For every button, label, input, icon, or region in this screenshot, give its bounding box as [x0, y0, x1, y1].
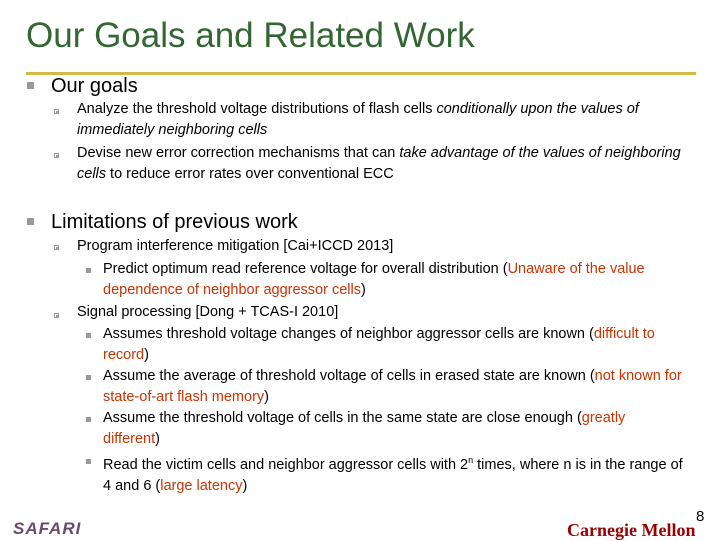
text-run: Assume the average of threshold voltage of cells in erased state are known ( [103, 368, 595, 384]
subitem-bullet [86, 417, 91, 422]
highlight-text: not known for state-of-art flash memory [103, 368, 682, 405]
text-run: ) [144, 347, 149, 363]
text-run: ) [360, 282, 366, 298]
item-bullet [54, 245, 59, 250]
text-run: ) [242, 477, 248, 494]
limitation-subitem [103, 324, 683, 366]
text-run: Assume the threshold voltage of cells in the same state are close enough ( [103, 410, 582, 426]
superscript: n [468, 455, 474, 465]
cmu-logo: Carnegie Mellon [567, 520, 696, 540]
text-run: Program interference mitigation [Cai+ICCD 2013] [77, 238, 394, 254]
item-bullet [54, 153, 59, 158]
section-bullet [27, 218, 34, 225]
limitation-subitem [103, 259, 683, 301]
subitem-bullet [86, 333, 91, 338]
safari-logo: SAFARI [13, 519, 82, 538]
section-heading-goals: Our goals [51, 75, 138, 97]
text-run: Analyze the threshold voltage distributions of flash cells [77, 101, 437, 117]
page-number: 8 [696, 508, 705, 525]
subitem-bullet [86, 268, 91, 273]
limitation-subitem [103, 408, 683, 450]
highlight-text: large latency [160, 477, 243, 494]
highlight-text: greatly different [103, 410, 626, 447]
text-run: ) [155, 431, 160, 447]
section-bullet [27, 82, 34, 89]
italic-emphasis: take advantage of the values of neighboring cells [77, 145, 681, 182]
text-run: Devise new error correction mechanisms that can [77, 145, 400, 161]
subitem-bullet [86, 375, 91, 380]
goal-item-2 [77, 143, 687, 185]
limitation-item-2 [77, 302, 687, 323]
text-run: ) [264, 389, 270, 405]
section-heading-limitations: Limitations of previous work [51, 211, 298, 233]
item-bullet [54, 313, 59, 318]
text-run: Assumes threshold voltage changes of neighbor aggressor cells are known ( [103, 326, 594, 342]
text-run: Predict optimum read reference voltage for overall distribution ( [103, 261, 508, 277]
limitation-subitem [103, 366, 683, 408]
text-run: Signal processing [Dong + TCAS-I 2010] [77, 304, 339, 320]
limitation-subitem [103, 450, 683, 497]
limitation-item-1 [77, 236, 687, 257]
highlight-text: difficult to record [103, 326, 655, 363]
text-run: to reduce error rates over conventional ECC [106, 166, 394, 182]
item-bullet [54, 109, 59, 114]
highlight-text: Unaware of the value dependence of neighbor aggressor cells [103, 261, 645, 298]
subitem-bullet [86, 459, 91, 464]
italic-emphasis: conditionally upon the values of immediately neighboring cells [77, 101, 639, 138]
text-run: Read the victim cells and neighbor aggressor cells with 2 [103, 456, 469, 473]
goal-item-1 [77, 99, 687, 141]
text-run: times, where n is in the range of 4 and 6 ( [103, 456, 683, 494]
page-title: Our Goals and Related Work [26, 16, 475, 55]
